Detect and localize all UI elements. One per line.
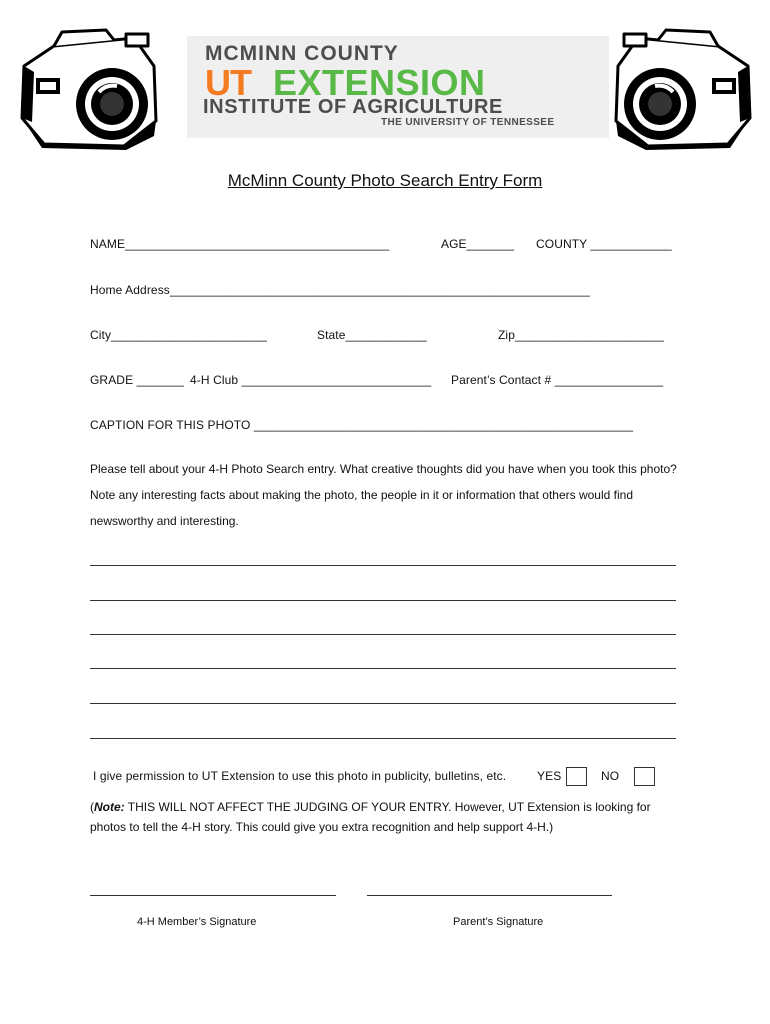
caption-field[interactable]: CAPTION FOR THIS PHOTO ________________________________________________________ [90,418,634,432]
answer-line[interactable] [90,634,676,635]
camera-icon [610,26,758,152]
note-label: Note: [94,800,125,814]
home-address-field[interactable]: Home Address______________________________________________________________ [90,283,590,297]
club-field[interactable]: 4-H Club ____________________________ [190,373,432,387]
logo-institute-text: INSTITUTE OF AGRICULTURE [203,96,503,118]
prompt-text: Please tell about your 4-H Photo Search entry. What creative thoughts did you have when you took this photo? Note any interesting facts about making the photo, the people in it or information that others would find newsworthy and interesting. [90,462,677,528]
note-open-paren: ( [90,800,94,814]
parent-signature-line[interactable] [367,895,612,896]
no-label: NO [601,769,620,783]
yes-checkbox[interactable] [566,767,587,786]
city-field[interactable]: City_______________________ [90,328,267,342]
county-field[interactable]: COUNTY ____________ [536,237,672,251]
member-signature-label: 4-H Member’s Signature [137,916,257,928]
no-checkbox[interactable] [634,767,655,786]
grade-field[interactable]: GRADE _______ [90,373,185,387]
yes-label: YES [537,769,562,783]
permission-text: I give permission to UT Extension to use this photo in publicity, bulletins, etc. [93,769,507,783]
answer-line[interactable] [90,565,676,566]
answer-line[interactable] [90,703,676,704]
age-field[interactable]: AGE_______ [441,237,515,251]
logo-extension-text: EXTENSION [273,62,486,103]
answer-line[interactable] [90,738,676,739]
note-body: THIS WILL NOT AFFECT THE JUDGING OF YOUR ENTRY. However, UT Extension is looking for photos to tell the 4-H story. This could give you extra recognition and help support 4-H.) [90,800,651,834]
extension-logo [187,36,609,138]
logo-county-text: MCMINN COUNTY [205,42,399,65]
member-signature-line[interactable] [90,895,336,896]
zip-field[interactable]: Zip______________________ [498,328,664,342]
name-field[interactable]: NAME_______________________________________ [90,237,390,251]
parents-contact-field[interactable]: Parent’s Contact # ________________ [451,373,664,387]
state-field[interactable]: State____________ [317,328,427,342]
answer-line[interactable] [90,668,676,669]
logo-ut-text: UT [205,62,251,103]
answer-line[interactable] [90,600,676,601]
note-text [90,797,680,837]
page-title [0,171,770,191]
camera-icon [14,26,162,152]
logo-university-text: THE UNIVERSITY OF TENNESSEE [381,117,555,128]
page-title-text: McMinn County Photo Search Entry Form [227,171,543,190]
parent-signature-label: Parent’s Signature [453,916,544,928]
